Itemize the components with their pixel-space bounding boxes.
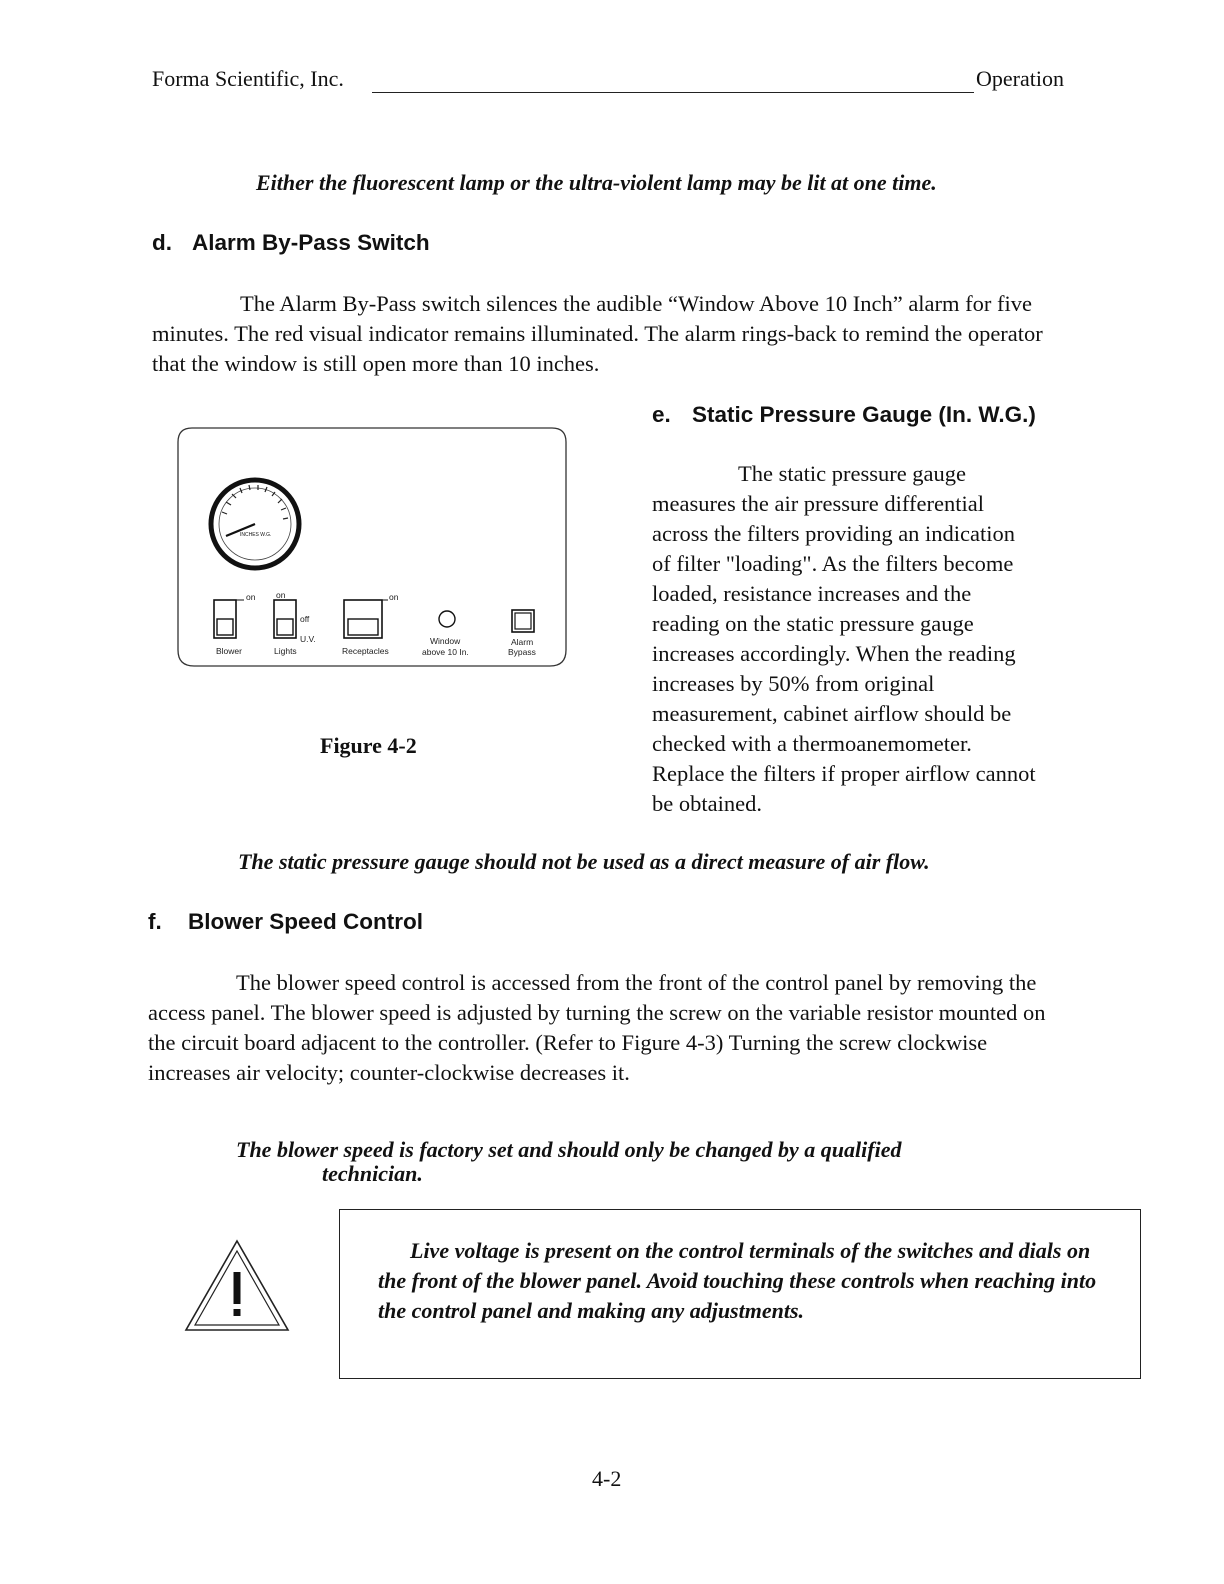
- warning-text: [378, 1236, 1098, 1326]
- section-e-line: Replace the filters if proper airflow cannot: [652, 761, 1036, 786]
- warning-triangle-icon: [184, 1238, 290, 1334]
- section-f-body: [148, 968, 1058, 1088]
- section-d-body: [152, 289, 1077, 379]
- section-f-paragraph: The blower speed control is accessed from the front of the control panel by removing the access panel. The blower speed is adjusted by turning the screw on the variable resistor mounted on the circuit board adjacent to the controller. (Refer to Figure 4-3) Turning the screw clockwise increases air velocity; counter-clockwise decreases it.: [148, 970, 1046, 1085]
- bypass-label: Bypass: [508, 647, 536, 657]
- blower-label: Blower: [216, 646, 242, 656]
- section-e-line: be obtained.: [652, 791, 762, 816]
- section-e-line: reading on the static pressure gauge: [652, 611, 974, 636]
- section-e-line: increases accordingly. When the reading: [652, 641, 1016, 666]
- figure-4-2: [176, 426, 570, 668]
- figure-caption: Figure 4-2: [320, 733, 417, 758]
- section-e-title: Static Pressure Gauge (In. W.G.): [692, 402, 1036, 427]
- header-section: Operation: [976, 66, 1064, 91]
- pressure-note: The static pressure gauge should not be used as a direct measure of air flow.: [238, 849, 930, 874]
- section-e-heading: [652, 402, 1036, 428]
- section-e-letter: e.: [652, 402, 671, 427]
- section-d-paragraph: The Alarm By-Pass switch silences the audible “Window Above 10 Inch” alarm for five minutes. The red visual indicator remains illuminated. The alarm rings-back to remind the operator that the window is still open more than 10 inches.: [152, 291, 1043, 376]
- lights-off-label: off: [300, 614, 310, 624]
- lights-label: Lights: [274, 646, 297, 656]
- section-d-heading: [152, 230, 430, 256]
- section-f-title: Blower Speed Control: [188, 909, 424, 934]
- gauge-label: INCHES W.G.: [240, 532, 272, 538]
- receptacles-label: Receptacles: [342, 646, 389, 656]
- section-e-body: [652, 459, 1092, 819]
- section-f-heading: [148, 909, 423, 935]
- alarm-label: Alarm: [511, 637, 534, 647]
- section-e-line: The static pressure gauge: [738, 461, 967, 486]
- header-rule: [372, 92, 974, 93]
- blower-note-line1: The blower speed is factory set and should only be changed by a qualified: [236, 1137, 902, 1162]
- window-indicator: [422, 611, 469, 657]
- section-f-letter: f.: [148, 909, 162, 934]
- window-label: Window: [430, 636, 461, 646]
- section-d-title: Alarm By-Pass Switch: [192, 230, 430, 255]
- header-company: Forma Scientific, Inc.: [152, 66, 344, 91]
- section-e-line: checked with a thermoanemometer.: [652, 731, 972, 756]
- blower-switch: [214, 592, 256, 656]
- alarm-bypass-switch: [508, 610, 536, 657]
- page-number: 4-2: [592, 1466, 622, 1491]
- section-e-line: of filter "loading". As the filters become: [652, 551, 1014, 576]
- lights-on-label: on: [276, 590, 286, 600]
- warning-text-content: Live voltage is present on the control terminals of the switches and dials on the front of the blower panel. Avoid touching these controls when reaching into the control panel and making any adjustments.: [378, 1238, 1097, 1323]
- lamp-note: Either the fluorescent lamp or the ultra-violent lamp may be lit at one time.: [256, 170, 937, 195]
- static-pressure-gauge-icon: [211, 480, 299, 568]
- section-e-line: measurement, cabinet airflow should be: [652, 701, 1012, 726]
- section-e-line: across the filters providing an indication: [652, 521, 1016, 546]
- receptacles-on-label: on: [389, 592, 399, 602]
- control-panel-drawing: [176, 426, 570, 668]
- blower-on-label: on: [246, 592, 256, 602]
- section-e-line: measures the air pressure differential: [652, 491, 984, 516]
- section-e-line: increases by 50% from original: [652, 671, 935, 696]
- section-e-line: loaded, resistance increases and the: [652, 581, 972, 606]
- lights-uv-label: U.V.: [300, 634, 316, 644]
- lights-switch: [274, 590, 316, 656]
- section-d-letter: d.: [152, 230, 172, 255]
- receptacles-switch: [342, 592, 399, 656]
- window-above-label: above 10 In.: [422, 647, 469, 657]
- blower-note-line2: technician.: [322, 1161, 423, 1186]
